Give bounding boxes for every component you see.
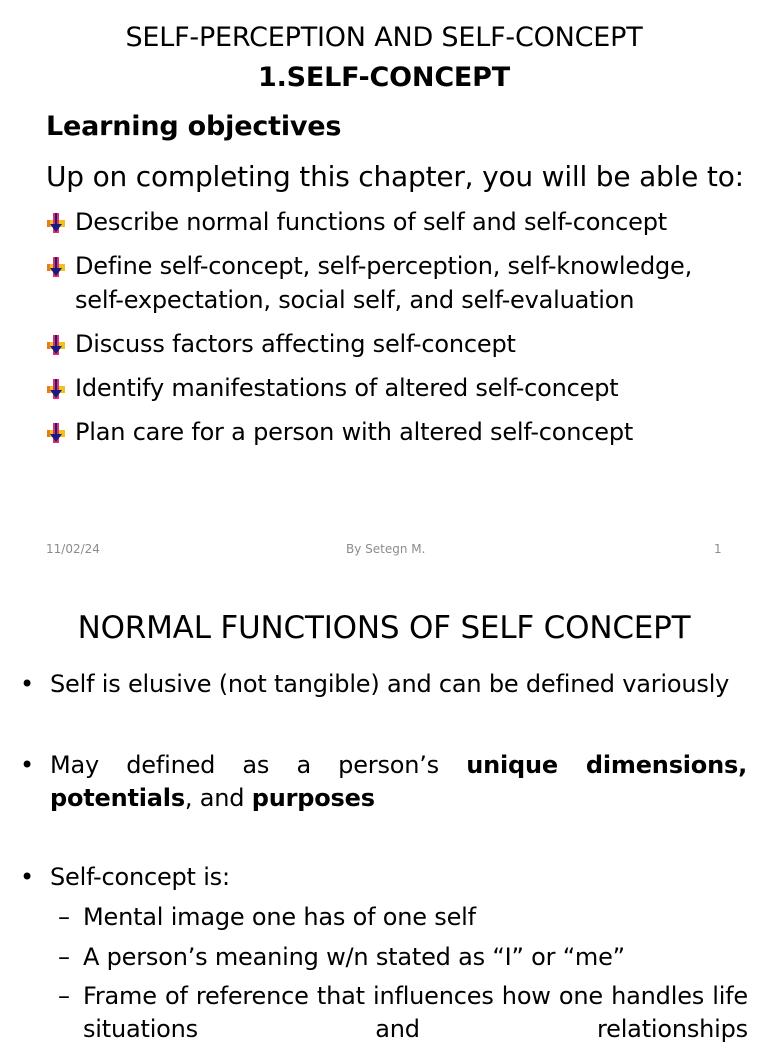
objective-text: Discuss factors affecting self-concept — [75, 330, 516, 358]
bullet-dot: • — [20, 863, 34, 891]
dash-marker: – — [58, 903, 70, 931]
slide-title: SELF-PERCEPTION AND SELF-CONCEPT — [125, 22, 643, 53]
footer-date: 11/02/24 — [46, 542, 100, 556]
slide-subtitle: 1.SELF-CONCEPT — [258, 62, 510, 93]
objective-item — [44, 205, 744, 239]
bullet-text-prefix: May defined as a person’s — [50, 751, 467, 779]
bullet-text-emphasis: purposes — [251, 784, 375, 812]
bullet-dot: • — [20, 751, 34, 779]
objectives-list — [44, 205, 744, 459]
objectives-heading: Learning objectives — [46, 111, 342, 142]
sub-item-text: Frame of reference that influences how one handles life situations and relationships — [83, 982, 748, 1043]
colored-arrow-icon — [44, 333, 68, 357]
colored-arrow-icon — [44, 211, 68, 235]
slide-title: NORMAL FUNCTIONS OF SELF CONCEPT — [77, 610, 691, 646]
bullet-text-middle: , and — [184, 784, 252, 812]
bullet-text: Self is elusive (not tangible) and can be defined variously — [50, 670, 730, 698]
dash-marker: – — [58, 982, 70, 1010]
sub-item-text: A person’s meaning w/n stated as “I” or “me” — [83, 943, 625, 971]
dash-marker: – — [58, 943, 70, 971]
objective-item — [44, 249, 744, 317]
bullet-dot: • — [20, 670, 34, 698]
objective-text: Identify manifestations of altered self-concept — [75, 374, 619, 402]
sub-item-text: Mental image one has of one self — [83, 903, 476, 931]
objective-item — [44, 415, 744, 449]
colored-arrow-icon — [44, 377, 68, 401]
slide-2 — [0, 570, 768, 1043]
objectives-intro: Up on completing this chapter, you will be able to: — [46, 160, 744, 193]
bullet-text-emphasis: unique dimensions, potentials — [50, 751, 747, 812]
objective-text: Plan care for a person with altered self-concept — [75, 418, 634, 446]
footer-author: By Setegn M. — [346, 542, 426, 556]
objective-item — [44, 327, 744, 361]
objective-text: Define self-concept, self-perception, self-knowledge, self-expectation, social self, and self-evaluation — [75, 252, 693, 314]
objective-text: Describe normal functions of self and self-concept — [75, 208, 667, 236]
objective-item — [44, 371, 744, 405]
bullet-text: Self-concept is: — [50, 863, 230, 891]
bullet-text — [50, 749, 747, 815]
footer-page-number: 1 — [714, 542, 722, 556]
colored-arrow-icon — [44, 421, 68, 445]
colored-arrow-icon — [44, 255, 68, 279]
